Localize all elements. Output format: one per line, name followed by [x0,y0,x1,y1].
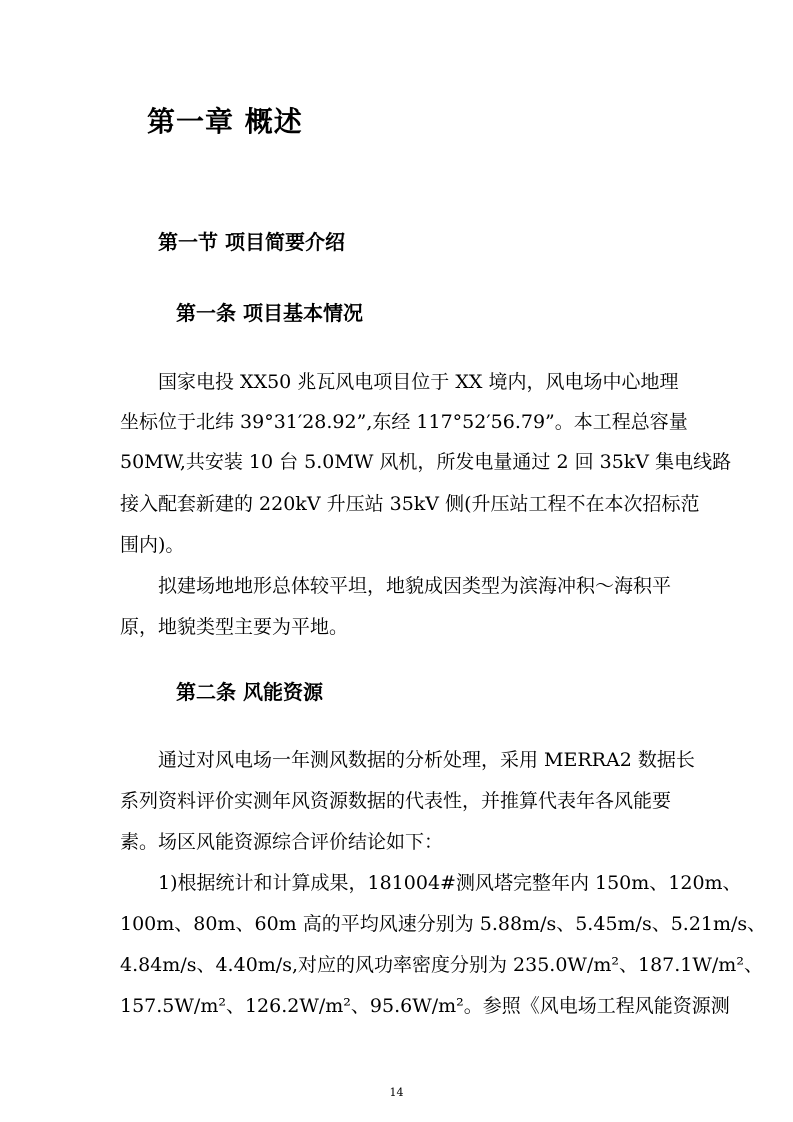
section-title: 第一节 项目简要介绍 [158,230,345,254]
article-2-line-4: 1)根据统计和计算成果，181004#测风塔完整年内 150m、120m、 [158,872,742,894]
article-1-line-3: 50MW,共安装 10 台 5.0MW 风机，所发电量通过 2 回 35kV 集电线路 [120,451,732,473]
article-1-title: 第一条 项目基本情况 [176,301,363,325]
article-1-line-5: 围内)。 [120,534,185,556]
article-2-line-1: 通过对风电场一年测风数据的分析处理，采用 MERRA2 数据长 [158,749,695,771]
article-2-line-7: 157.5W/m²、126.2W/m²、95.6W/m²。参照《风电场工程风能资源测 [120,995,730,1017]
article-2-title: 第二条 风能资源 [176,680,323,704]
article-1-line-6: 拟建场地地形总体较平坦，地貌成因类型为滨海冲积～海积平 [158,575,672,597]
article-2-line-5: 100m、80m、60m 高的平均风速分别为 5.88m/s、5.45m/s、5.21m/s、 [120,913,767,935]
article-2-line-2: 系列资料评价实测年风资源数据的代表性，并推算代表年各风能要 [120,790,672,812]
page-number: 14 [389,1086,404,1099]
article-1-line-4: 接入配套新建的 220kV 升压站 35kV 侧(升压站工程不在本次招标范 [120,493,700,515]
article-2-line-3: 素。场区风能资源综合评价结论如下： [120,831,444,853]
article-1-line-2: 坐标位于北纬 39°31′28.92”,东经 117°52′56.79”。本工程总容量 [120,411,688,433]
chapter-title: 第一章 概述 [147,105,303,138]
article-1-line-7: 原，地貌类型主要为平地。 [120,616,349,638]
article-1-line-1: 国家电投 XX50 兆瓦风电项目位于 XX 境内，风电场中心地理 [158,371,679,393]
article-2-line-6: 4.84m/s、4.40m/s,对应的风功率密度分别为 235.0W/m²、187.1W/m²、 [120,954,763,976]
